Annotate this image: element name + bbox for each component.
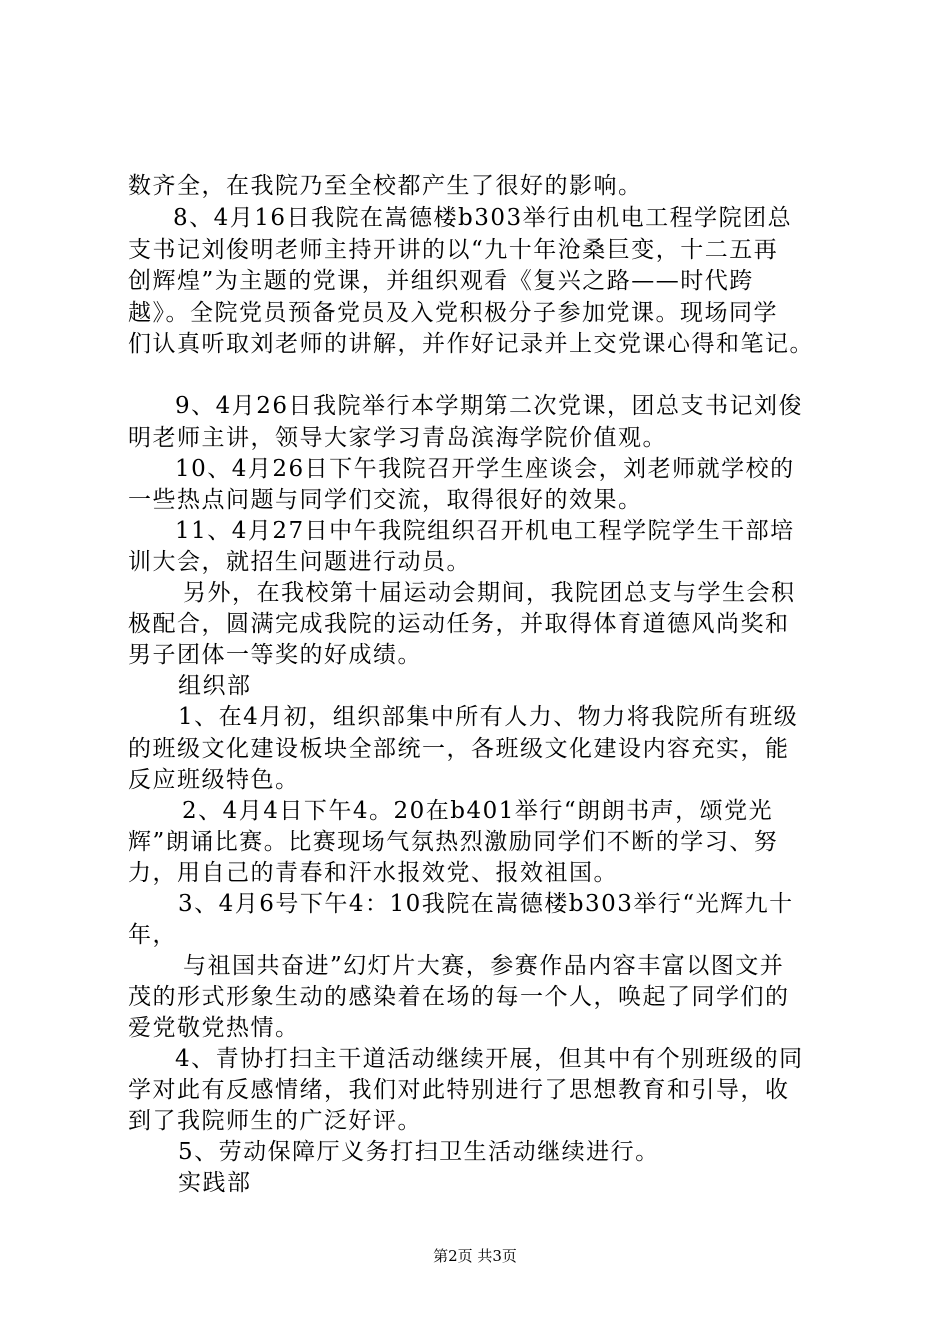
text-line: 年， <box>128 922 177 948</box>
text-line: 支书记刘俊明老师主持开讲的以“九十年沧桑巨变，十二五再 <box>128 237 779 263</box>
text-line: 越》。全院党员预备党员及入党积极分子参加党课。现场同学 <box>128 300 778 326</box>
text-line: 明老师主讲，领导大家学习青岛滨海学院价值观。 <box>128 425 667 451</box>
text-line: 4、青协打扫主干道活动继续开展，但其中有个别班级的同 <box>175 1046 804 1072</box>
text-line: 辉”朗诵比赛。比赛现场气氛热烈激励同学们不断的学习、努 <box>128 829 779 855</box>
text-line: 与祖国共奋进”幻灯片大赛，参赛作品内容丰富以图文并 <box>183 953 785 979</box>
section-heading: 组织部 <box>178 673 252 699</box>
text-line: 爱党敬党热情。 <box>128 1015 300 1041</box>
text-line: 数齐全，在我院乃至全校都产生了很好的影响。 <box>128 173 643 199</box>
text-line: 极配合，圆满完成我院的运动任务，并取得体育道德风尚奖和 <box>128 611 790 637</box>
text-line: 11、4月27日中午我院组织召开机电工程学院学生干部培 <box>175 518 795 544</box>
text-line: 们认真听取刘老师的讲解，并作好记录并上交党课心得和笔记。 <box>128 331 814 357</box>
text-line: 反应班级特色。 <box>128 767 300 793</box>
text-line: 9、4月26日我院举行本学期第二次党课，团总支书记刘俊 <box>175 393 804 419</box>
text-line: 训大会，就招生问题进行动员。 <box>128 549 471 575</box>
text-line: 8、4月16日我院在嵩德楼b303举行由机电工程学院团总 <box>173 205 793 231</box>
section-heading: 实践部 <box>178 1170 252 1196</box>
text-line: 创辉煌”为主题的党课，并组织观看《复兴之路——时代跨 <box>128 268 754 294</box>
text-line: 3、4月6号下午4：10我院在嵩德楼b303举行“光辉九十 <box>178 891 794 917</box>
text-line: 另外，在我校第十届运动会期间，我院团总支与学生会积 <box>183 580 796 606</box>
text-line: 男子团体一等奖的好成绩。 <box>128 642 422 668</box>
text-line: 2、4月4日下午4。20在b401举行“朗朗书声，颂党光 <box>182 798 774 824</box>
text-line: 学对此有反感情绪，我们对此特别进行了思想教育和引导，收 <box>128 1077 790 1103</box>
text-line: 到了我院师生的广泛好评。 <box>128 1108 422 1134</box>
text-line: 1、在4月初，组织部集中所有人力、物力将我院所有班级 <box>178 704 799 730</box>
text-line: 的班级文化建设板块全部统一，各班级文化建设内容充实，能 <box>128 736 790 762</box>
page-footer: 第2页 共3页 <box>433 1247 517 1265</box>
text-line: 10、4月26日下午我院召开学生座谈会，刘老师就学校的 <box>175 456 795 482</box>
text-line: 5、劳动保障厅义务打扫卫生活动继续进行。 <box>178 1139 660 1165</box>
text-line: 茂的形式形象生动的感染着在场的每一个人，唤起了同学们的 <box>128 984 790 1010</box>
text-line: 力，用自己的青春和汗水报效党、报效祖国。 <box>128 860 618 886</box>
text-line: 一些热点问题与同学们交流，取得很好的效果。 <box>128 487 643 513</box>
